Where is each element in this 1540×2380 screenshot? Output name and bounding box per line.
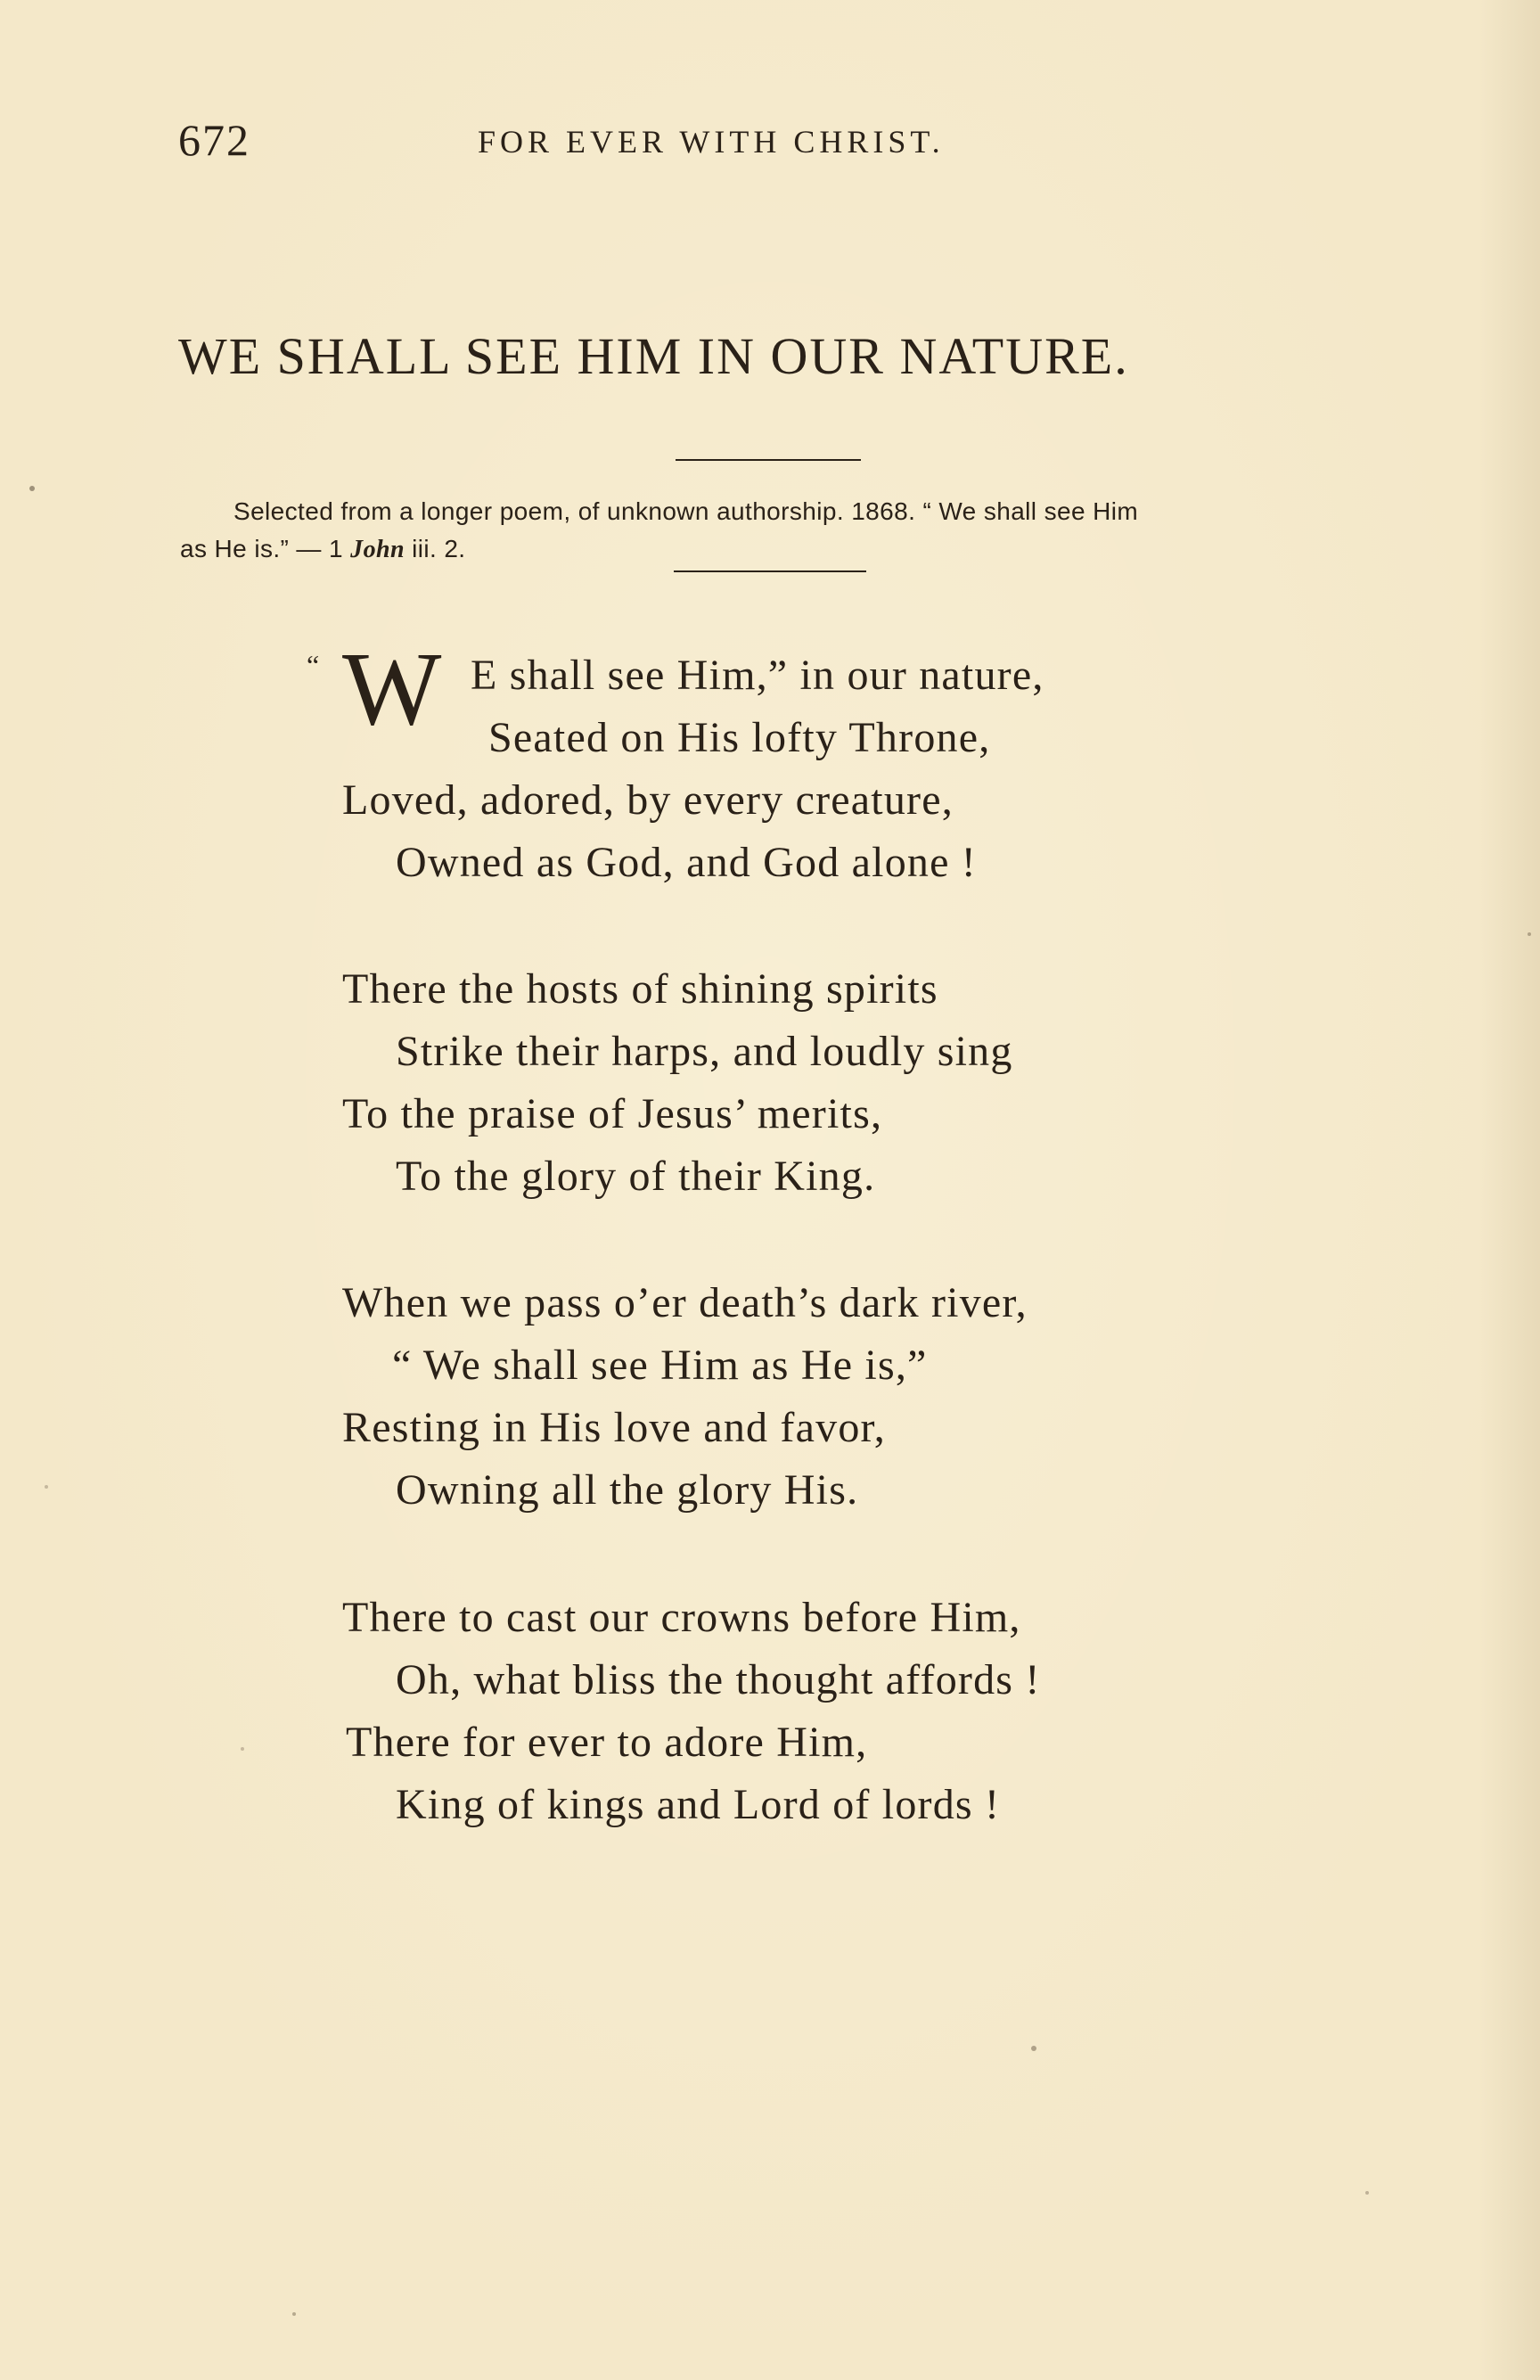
stanza-1-line-4: Owned as God, and God alone ! [396,839,977,886]
stanza-3-line-3: Resting in His love and favor, [342,1404,886,1451]
page-number: 672 [178,115,250,165]
stanza-2-line-1: There the hosts of shining spirits [342,965,938,1013]
stanza-4-line-3: There for ever to adore Him, [346,1719,868,1766]
stanza-2-line-3: To the praise of Jesus’ merits, [342,1090,883,1137]
stanza-3-line-2: “ We shall see Him as He is,” [392,1342,928,1389]
intro-line-2-start: as He is.” — 1 [180,535,351,562]
stanza-3-line-4: Owning all the glory His. [396,1466,859,1514]
stanza-2-line-2: Strike their harps, and loudly sing [396,1028,1013,1075]
stanza-4-line-4: King of kings and Lord of lords ! [396,1781,1001,1828]
opening-quote-mark: “ [307,649,320,681]
stanza-2-line-4: To the glory of their King. [396,1153,876,1200]
stanza-4-line-2: Oh, what bliss the thought affords ! [396,1656,1041,1703]
intro-book-reference: John [350,536,405,563]
stanza-4-line-1: There to cast our crowns before Him, [342,1594,1021,1641]
stanza-1-line-2: Seated on His lofty Throne, [488,714,991,761]
stanza-1-line-1: E shall see Him,” in our nature, [471,652,1044,699]
intro-line-1: Selected from a longer poem, of unknown authorship. 1868. “ We shall see Him [233,497,1139,525]
stanza-1-line-3: Loved, adored, by every creature, [342,776,954,824]
stanza-3-line-1: When we pass o’er death’s dark river, [342,1279,1028,1326]
poem-title: WE SHALL SEE HIM IN OUR NATURE. [178,327,1129,385]
running-title: FOR EVER WITH CHRIST. [478,124,945,160]
intro-line-2-end: iii. 2. [404,535,466,562]
drop-cap: W [342,630,442,747]
